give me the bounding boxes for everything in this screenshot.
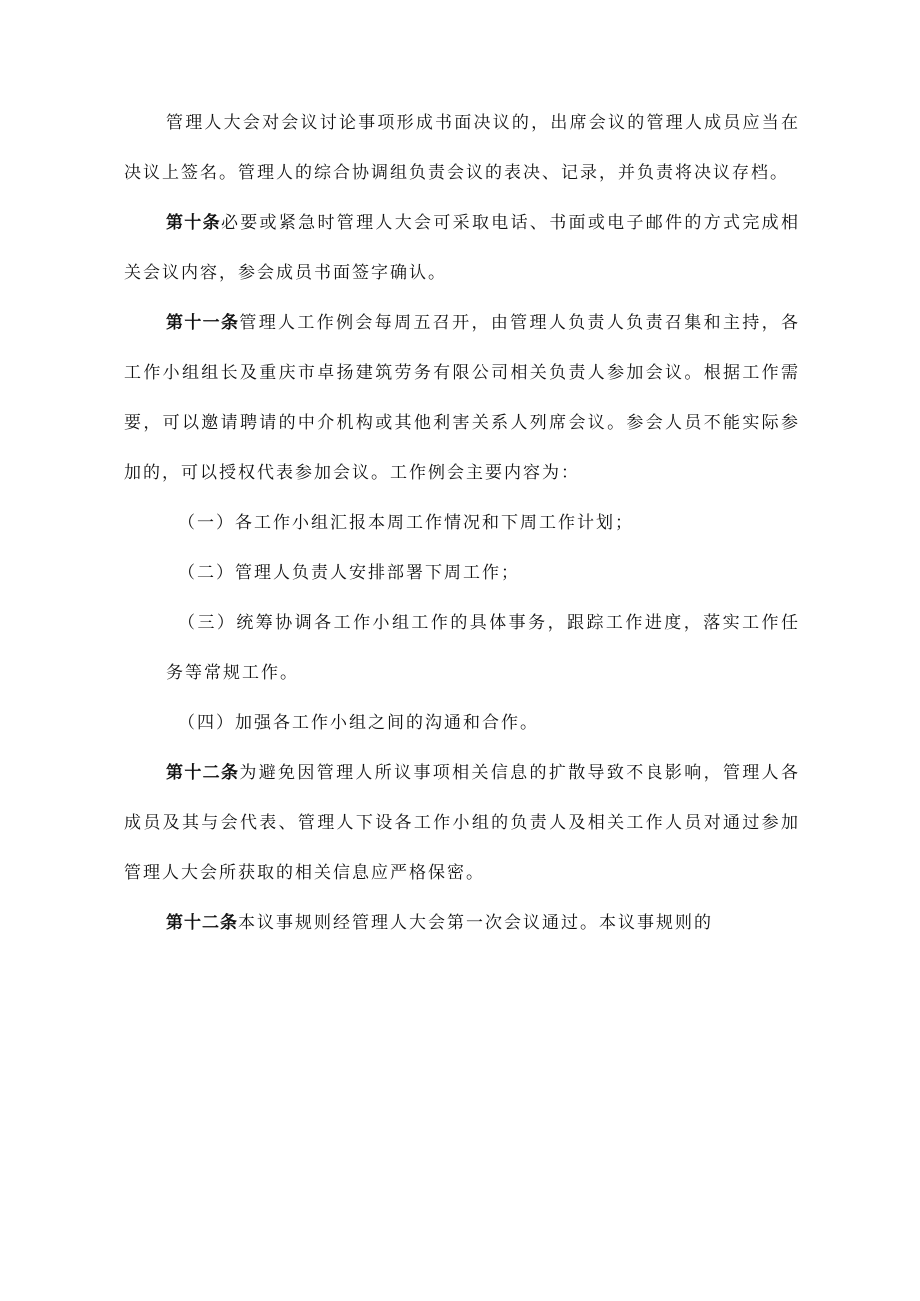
paragraph-text: （二）管理人负责人安排部署下周工作； [178,563,520,583]
list-item-1 [124,498,800,548]
paragraph-text: 必要或紧急时管理人大会可采取电话、书面或电子邮件的方式完成相关会议内容，参会成员书面签字确认。 [124,213,800,283]
paragraph-article-12-adoption [124,898,800,948]
paragraph-text: （四）加强各工作小组之间的沟通和合作。 [178,713,539,733]
list-item-4 [124,698,800,748]
list-item-3 [124,598,800,698]
paragraph-text: 管理人大会对会议讨论事项形成书面决议的，出席会议的管理人成员应当在决议上签名。管理人的综合协调组负责会议的表决、记录，并负责将决议存档。 [124,113,800,183]
article-label: 第十二条 [166,913,238,933]
paragraph-article-12-confidentiality [124,748,800,898]
article-label: 第十一条 [166,313,240,333]
paragraph-resolution-signing [124,98,800,198]
list-item-2 [124,548,800,598]
paragraph-text: （三）统筹协调各工作小组工作的具体事务，跟踪工作进度，落实工作任务等常规工作。 [166,613,800,683]
paragraph-text: 管理人工作例会每周五召开，由管理人负责人负责召集和主持，各工作小组组长及重庆市卓扬建筑劳务有限公司相关负责人参加会议。根据工作需要，可以邀请聘请的中介机构或其他利害关系人列席会议。参会人员不能实际参加的，可以授权代表参加会议。工作例会主要内容为： [124,313,800,483]
paragraph-article-10 [124,198,800,298]
article-label: 第十二条 [166,763,240,783]
article-label: 第十条 [166,213,221,233]
paragraph-text: 为避免因管理人所议事项相关信息的扩散导致不良影响，管理人各成员及其与会代表、管理人下设各工作小组的负责人及相关工作人员对通过参加管理人大会所获取的相关信息应严格保密。 [124,763,800,883]
paragraph-text: 本议事规则经管理人大会第一次会议通过。本议事规则的 [238,913,713,933]
document-body [124,98,800,948]
paragraph-text: （一）各工作小组汇报本周工作情况和下周工作计划； [178,513,634,533]
paragraph-article-11 [124,298,800,498]
